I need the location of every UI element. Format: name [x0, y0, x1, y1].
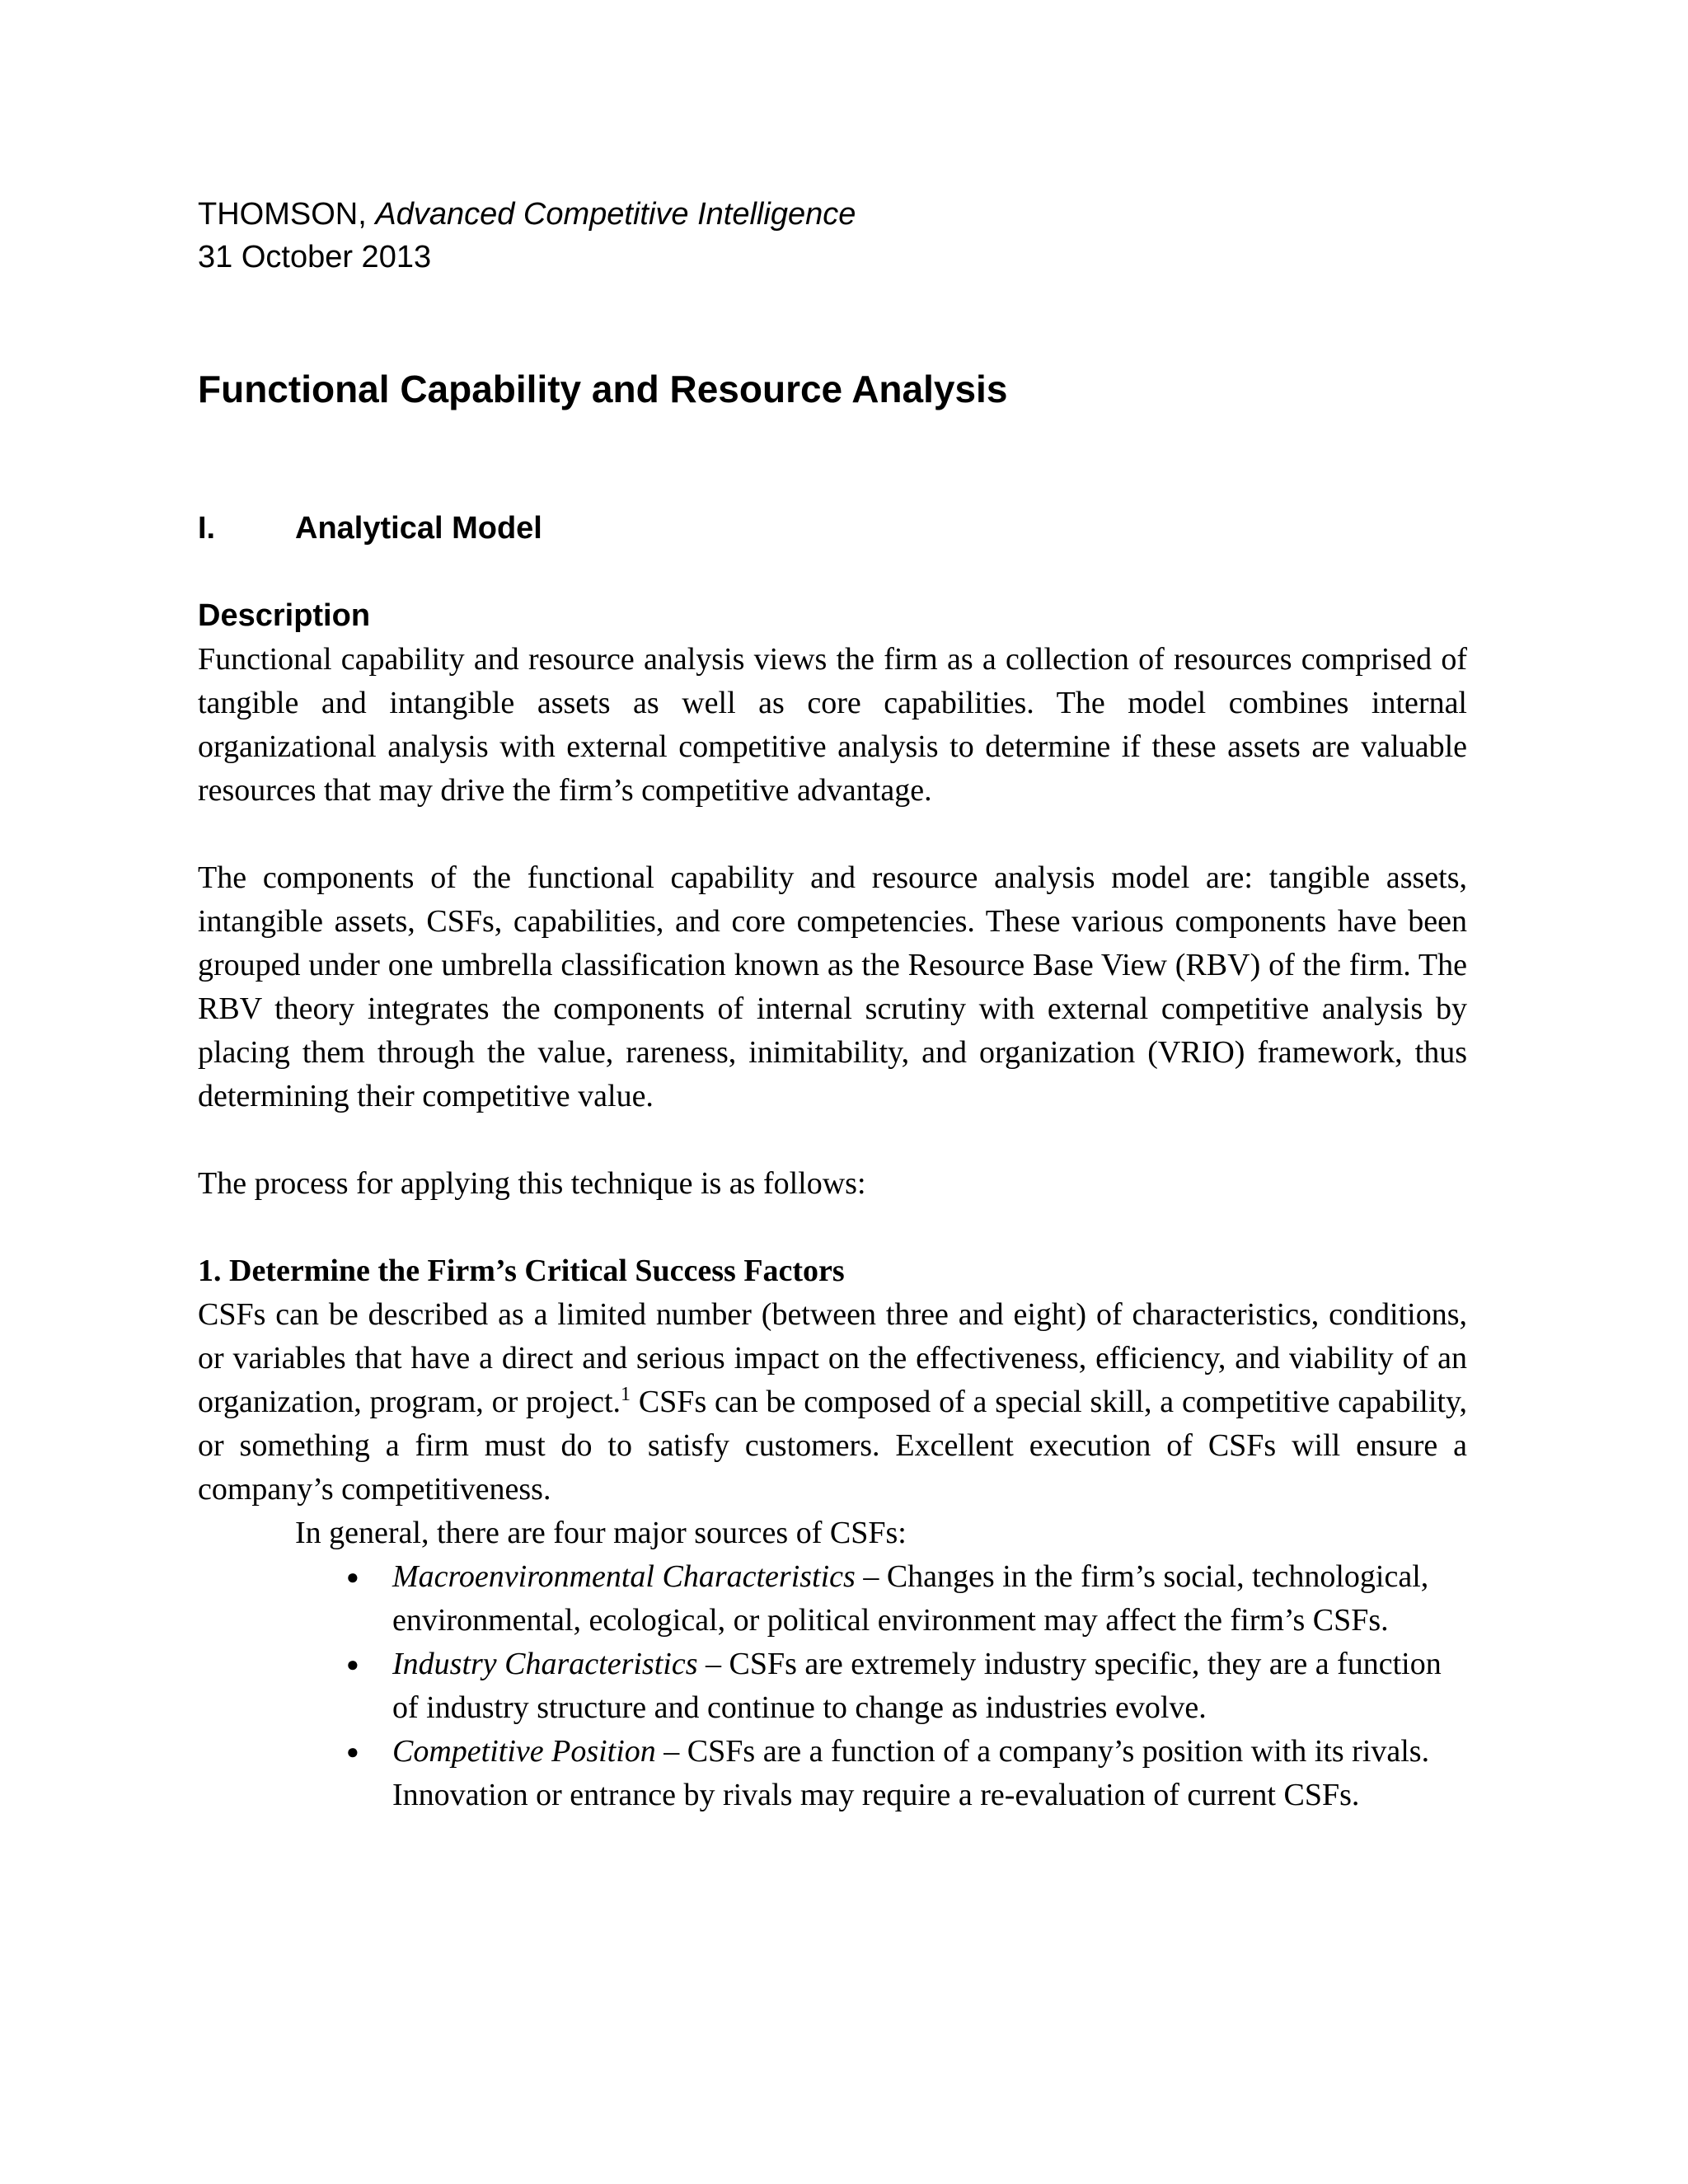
description-paragraph-3: The process for applying this technique is as follows: — [198, 1166, 866, 1201]
bullet-icon: ● — [346, 1565, 359, 1589]
page-title: Functional Capability and Resource Analysis — [198, 368, 1008, 410]
header-date: 31 October 2013 — [198, 240, 432, 274]
section-heading — [198, 511, 542, 546]
description-paragraph-1: Functional capability and resource analysis views the firm as a collection of resources comprised of tangible and intangible assets as well as core capabilities. The model combines internal organizational analysis with external competitive analysis to determine if these assets are valuable resources that may drive the firm’s competitive advantage. — [198, 642, 1467, 808]
step-1-text-after: CSFs can be composed of a special skill, a competitive capability, or something a firm must do to satisfy customers. Excellent execution of CSFs will ensure a company’s competitiveness. — [198, 1385, 1467, 1507]
source-text: – CSFs are extremely industry specific, they are a function of industry structure and continue to change as industries evolve. — [392, 1647, 1442, 1725]
header-author-course — [198, 196, 856, 232]
section-title: Analytical Model — [295, 511, 542, 546]
description-heading: Description — [198, 598, 371, 633]
footnote-marker: 1 — [621, 1384, 631, 1405]
list-item — [198, 1555, 1467, 1643]
header-author: THOMSON, — [198, 197, 367, 232]
description-paragraph-2: The components of the functional capability and resource analysis model are: tangible assets, intangible assets, CSFs, capabilities, and core competencies. These various components have been grouped under one umbrella classification known as the Resource Base View (RBV) of the firm. The RBV theory integrates the components of internal scrutiny with external competitive analysis by placing them through the value, rareness, inimitability, and organization (VRIO) framework, thus determining their competitive value. — [198, 860, 1467, 1113]
list-item — [198, 1730, 1467, 1817]
bullet-icon: ● — [346, 1740, 359, 1764]
section-number: I. — [198, 511, 216, 546]
step-1-heading: 1. Determine the Firm’s Critical Success Factors — [198, 1254, 845, 1288]
bullet-icon: ● — [346, 1652, 359, 1676]
source-term: Industry Characteristics — [392, 1647, 698, 1681]
source-term: Macroenvironmental Characteristics — [392, 1559, 856, 1594]
step-1-paragraph — [198, 1293, 1467, 1511]
csf-sources-list — [198, 1555, 1467, 1817]
description-body — [198, 638, 1467, 1817]
step-1-text-before: CSFs can be described as a limited number (between three and eight) of characteristics, conditions, or variables that have a direct and serious impact on the effectiveness, efficiency, and viability of an organization, program, or project. — [198, 1297, 1467, 1419]
source-text: – Changes in the firm’s social, technological, environmental, ecological, or political environment may affect the firm’s CSFs. — [392, 1559, 1429, 1638]
list-item — [198, 1643, 1467, 1730]
header-course: Advanced Competitive Intelligence — [375, 197, 856, 232]
source-text: – CSFs are a function of a company’s position with its rivals. Innovation or entrance by rivals may require a re-evaluation of current CSFs. — [392, 1734, 1430, 1812]
source-term: Competitive Position — [392, 1734, 656, 1769]
sources-intro: In general, there are four major sources of CSFs: — [295, 1516, 907, 1550]
